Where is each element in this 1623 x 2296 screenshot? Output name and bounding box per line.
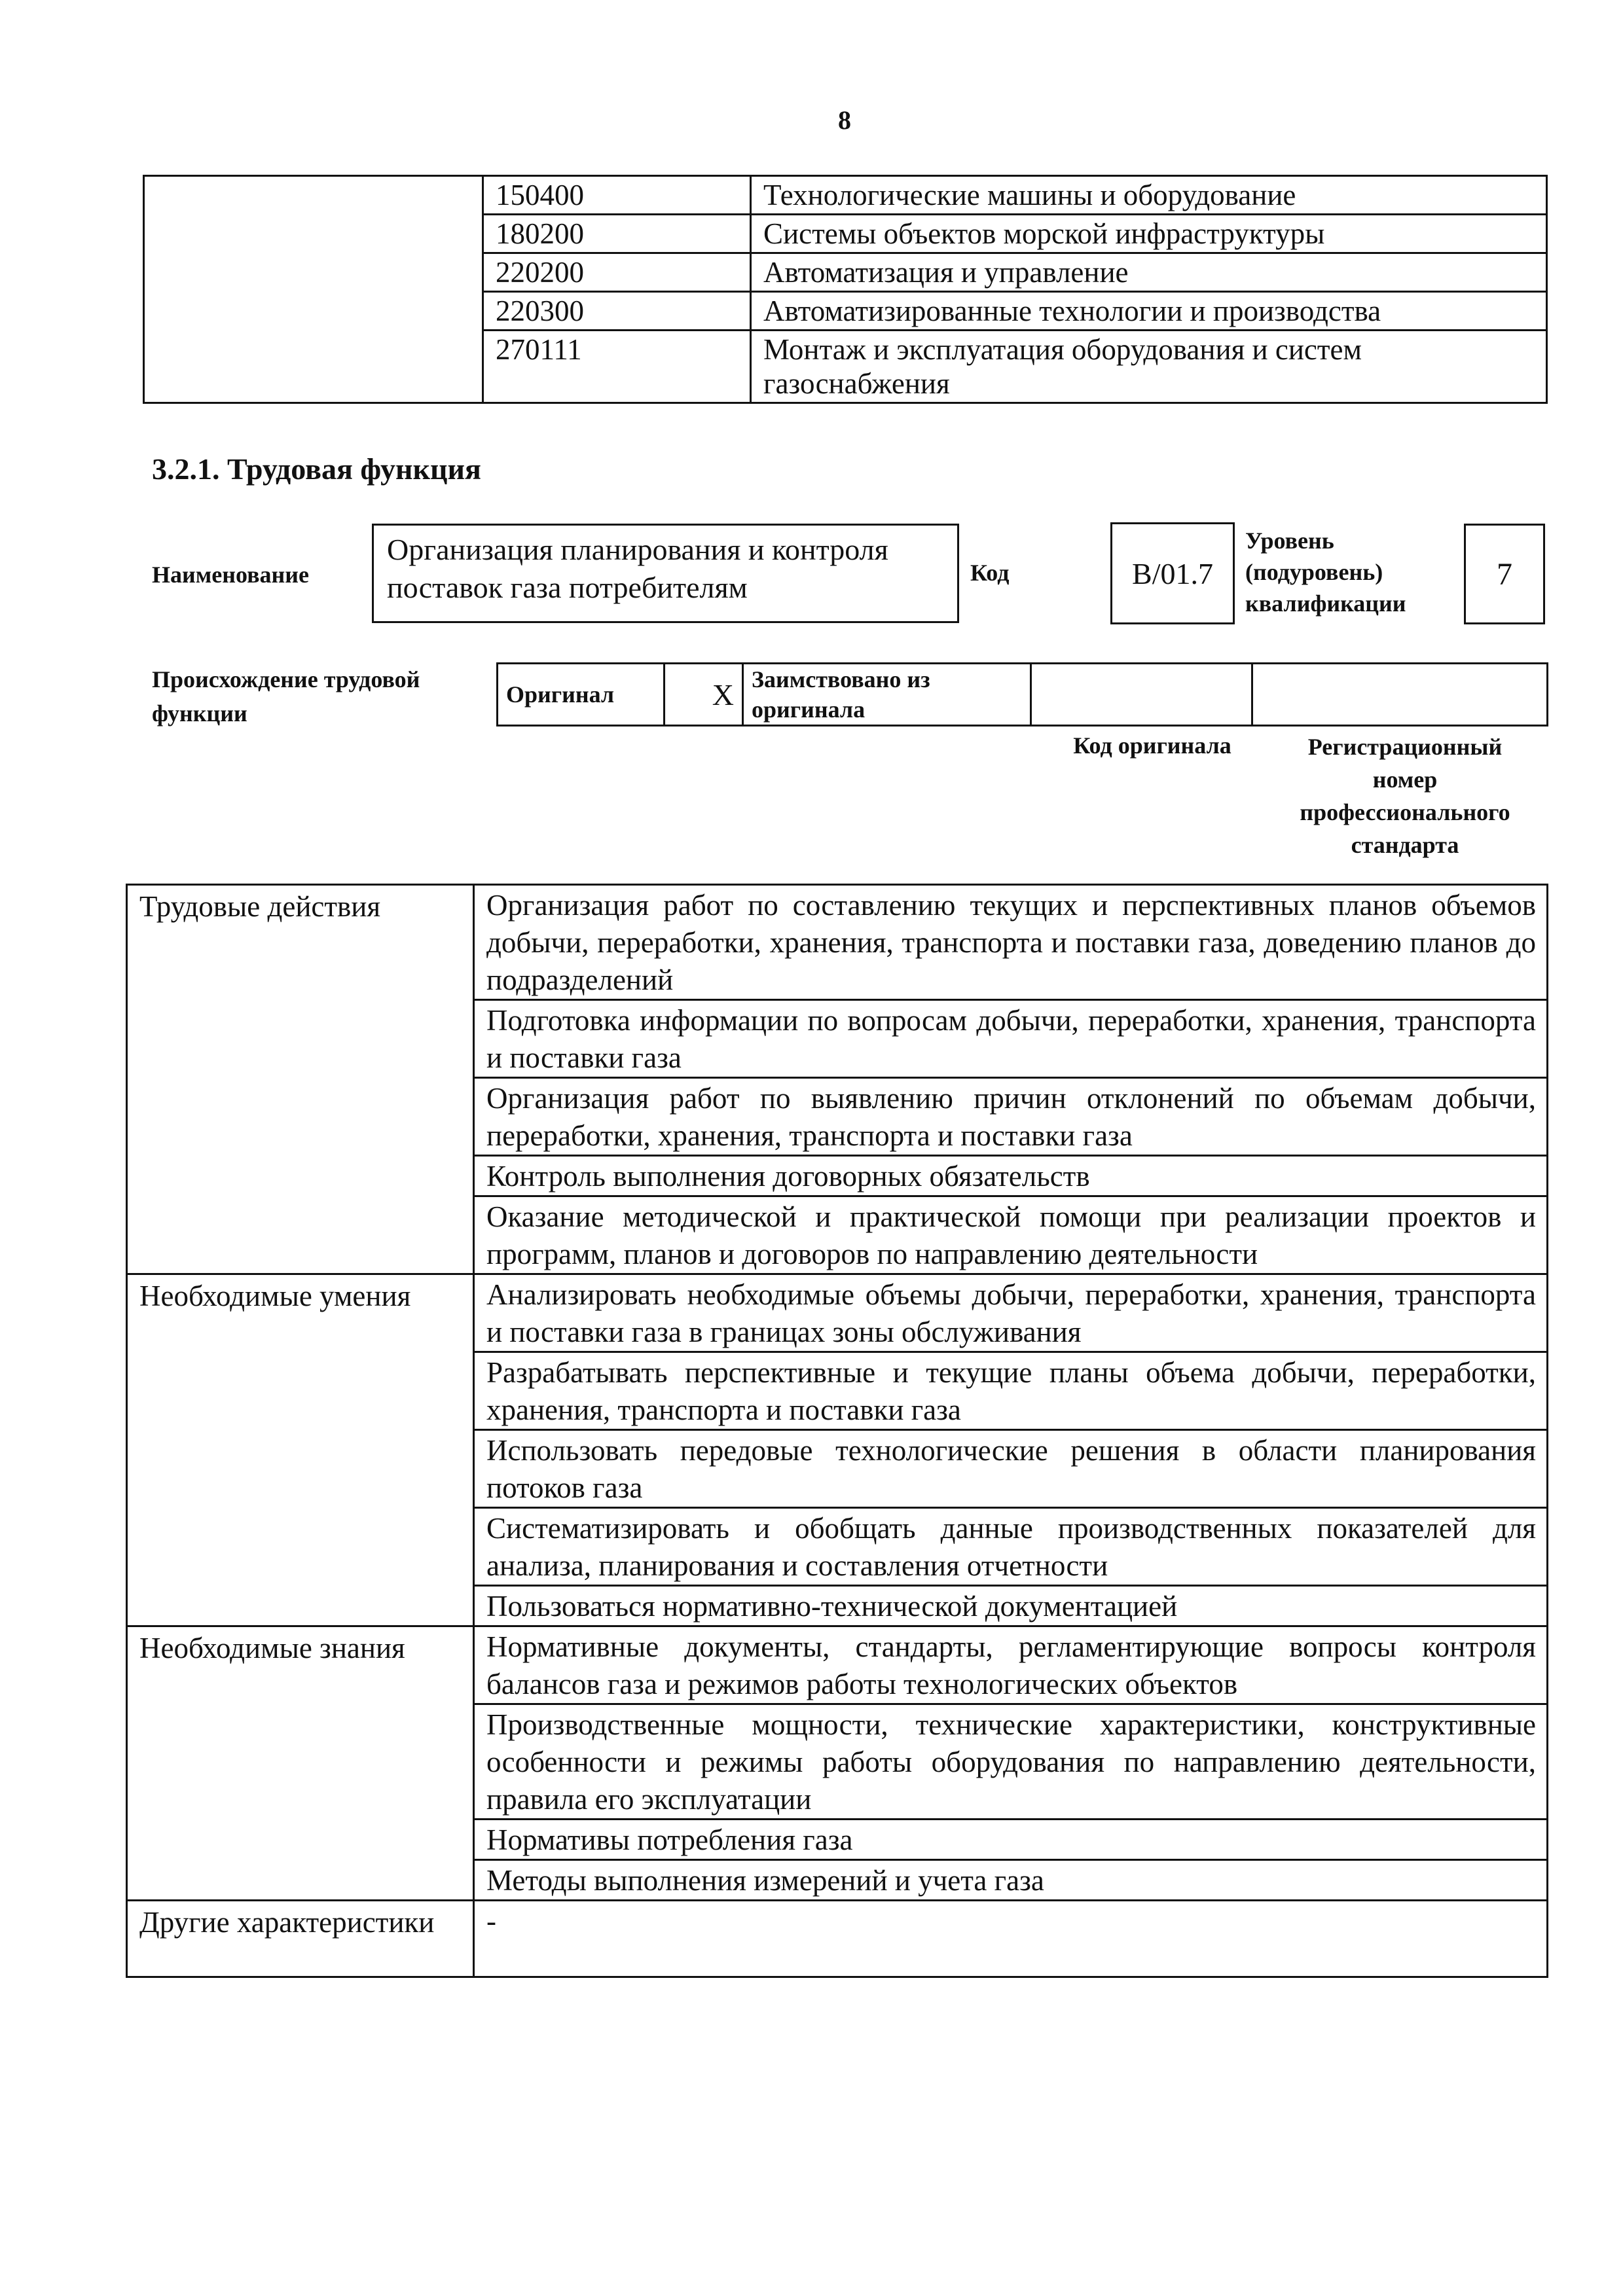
- origin-label-line: Происхождение трудовой: [152, 666, 420, 692]
- other-title: Другие характеристики: [127, 1901, 474, 1977]
- knowledge-item: Производственные мощности, технические характеристики, конструктивные особенности и режимы работы оборудования по направлению деятельности, правила его эксплуатации: [474, 1704, 1548, 1820]
- function-details-table: [126, 884, 1548, 1978]
- code-label: Код: [970, 560, 1010, 586]
- origin-label: [152, 662, 420, 730]
- specialty-table: [143, 175, 1548, 404]
- level-label-line: (подуровень): [1245, 559, 1383, 585]
- qualification-level: 7: [1497, 556, 1512, 592]
- knowledge-item: Нормативы потребления газа: [474, 1820, 1548, 1860]
- specialty-name: Технологические машины и оборудование: [751, 176, 1547, 215]
- original-code-cell: [1031, 664, 1252, 726]
- specialty-name: Системы объектов морской инфраструктуры: [751, 215, 1547, 253]
- borrowed-label: Заимствовано из оригинала: [743, 664, 1031, 726]
- qualification-level-box: [1464, 524, 1545, 624]
- specialty-code: 180200: [483, 215, 751, 253]
- skill-item: Пользоваться нормативно-технической документацией: [474, 1586, 1548, 1626]
- original-label: Оригинал: [498, 664, 665, 726]
- knowledge-item: Методы выполнения измерений и учета газа: [474, 1860, 1548, 1901]
- level-label: [1245, 525, 1406, 619]
- level-label-line: квалификации: [1245, 590, 1406, 617]
- skill-item: Систематизировать и обобщать данные производственных показателей для анализа, планирования и составления отчетности: [474, 1508, 1548, 1586]
- labor-action-item: Организация работ по выявлению причин отклонений по объемам добычи, переработки, хранения, транспорта и поставки газа: [474, 1078, 1548, 1156]
- specialty-name: Монтаж и эксплуатация оборудования и систем газоснабжения: [751, 331, 1547, 403]
- labor-action-item: Контроль выполнения договорных обязательств: [474, 1156, 1548, 1196]
- skill-item: Использовать передовые технологические решения в области планирования потоков газа: [474, 1430, 1548, 1508]
- function-code-box: [1110, 522, 1235, 624]
- registration-caption-line: Регистрационный: [1307, 734, 1503, 760]
- labor-action-item: Подготовка информации по вопросам добычи, переработки, хранения, транспорта и поставки газа: [474, 1000, 1548, 1078]
- labor-action-item: Организация работ по составлению текущих и перспективных планов объемов добычи, переработки, хранения, транспорта и поставки газа, доведению планов до подразделений: [474, 885, 1548, 1000]
- code-original-caption: Код оригинала: [1073, 732, 1231, 759]
- registration-number-cell: [1252, 664, 1548, 726]
- origin-label-line: функции: [152, 700, 247, 726]
- function-name-box: [372, 524, 959, 623]
- registration-caption-line: стандарта: [1351, 832, 1459, 858]
- specialty-blank-cell: [144, 176, 483, 403]
- function-name: Организация планирования и контроля поставок газа потребителям: [387, 533, 888, 604]
- table-row: [127, 1626, 1548, 1704]
- registration-number-caption: [1261, 730, 1549, 861]
- registration-caption-line: профессионального: [1300, 799, 1510, 825]
- labor-actions-title: Трудовые действия: [127, 885, 474, 1274]
- table-row: [127, 885, 1548, 1000]
- origin-table: [496, 662, 1548, 726]
- level-label-line: Уровень: [1245, 528, 1334, 554]
- specialty-code: 150400: [483, 176, 751, 215]
- skill-item: Разрабатывать перспективные и текущие планы объема добычи, переработки, хранения, транспорта и поставки газа: [474, 1352, 1548, 1430]
- specialty-code: 220200: [483, 253, 751, 292]
- skills-title: Необходимые умения: [127, 1274, 474, 1626]
- specialty-name: Автоматизация и управление: [751, 253, 1547, 292]
- knowledge-title: Необходимые знания: [127, 1626, 474, 1901]
- other-value: -: [474, 1901, 1548, 1977]
- specialty-code: 220300: [483, 292, 751, 331]
- specialty-code: 270111: [483, 331, 751, 403]
- registration-caption-line: номер: [1372, 766, 1438, 793]
- section-heading: 3.2.1. Трудовая функция: [152, 452, 481, 486]
- name-label: Наименование: [152, 562, 309, 588]
- page-number: 8: [838, 105, 851, 135]
- labor-action-item: Оказание методической и практической помощи при реализации проектов и программ, планов и договоров по направлению деятельности: [474, 1196, 1548, 1274]
- skill-item: Анализировать необходимые объемы добычи, переработки, хранения, транспорта и поставки газа в границах зоны обслуживания: [474, 1274, 1548, 1352]
- table-row: [127, 1274, 1548, 1352]
- knowledge-item: Нормативные документы, стандарты, регламентирующие вопросы контроля балансов газа и режимов работы технологических объектов: [474, 1626, 1548, 1704]
- specialty-name: Автоматизированные технологии и производства: [751, 292, 1547, 331]
- table-row: [127, 1901, 1548, 1977]
- origin-row: [498, 664, 1548, 726]
- original-mark: X: [665, 664, 743, 726]
- specialty-row: [144, 176, 1547, 215]
- function-code: B/01.7: [1132, 556, 1213, 590]
